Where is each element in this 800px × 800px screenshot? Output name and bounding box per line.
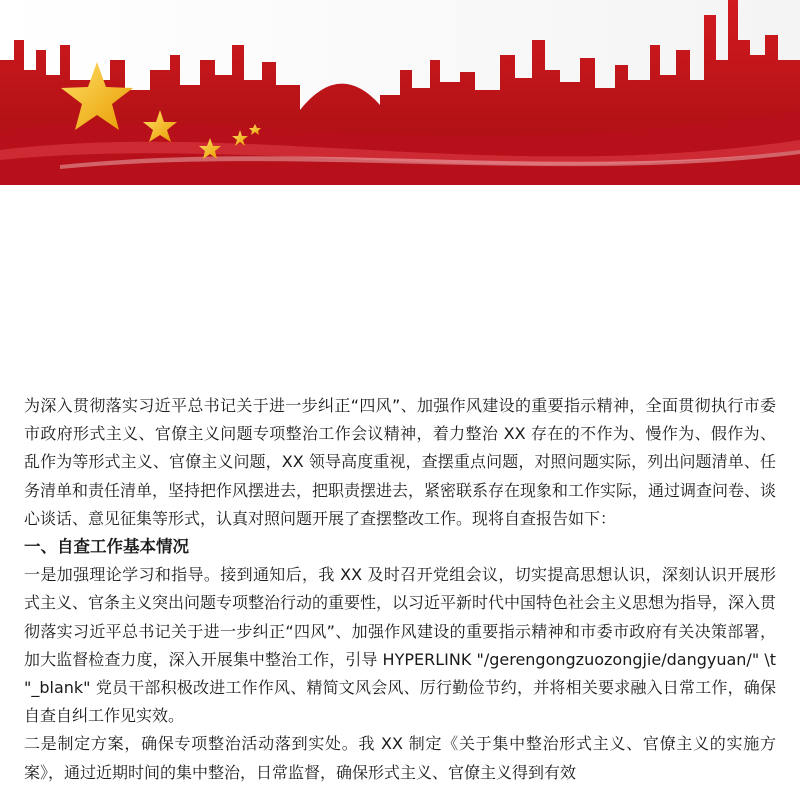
intro-paragraph: 为深入贯彻落实习近平总书记关于进一步纠正“四风”、加强作风建设的重要指示精神，全面贯彻执行市委市政府形式主义、官僚主义问题专项整治工作会议精神，着力整治 XX 存在的不作为、慢作为、假作为、乱作为等形式主义、官僚主义问题，XX 领导高度重视，查摆重点问题，对照问题实际，列出问题清单、任务清单和责任清单，坚持把作风摆进去，把职责摆进去，紧密联系存在现象和工作实际，通过调查问卷、谈心谈话、意见征集等形式，认真对照问题开展了查摆整改工作。现将自查报告如下： (24, 396, 777, 528)
body-paragraph: 二是制定方案，确保专项整治活动落到实处。我 XX 制定《关于集中整治形式主义、官僚主义的实施方案》，通过近期时间的集中整治，日常监督，确保形式主义、官僚主义得到有效 (24, 734, 776, 782)
city-skyline-banner (0, 0, 800, 185)
body-paragraph: 一是加强理论学习和指导。接到通知后，我 XX 及时召开党组会议，切实提高思想认识，深刻认识开展形式主义、官条主义突出问题专项整治行动的重要性，以习近平新时代中国特色社会主义思想为指导，深入贯彻落实习近平总书记关于进一步纠正“四风”、加强作风建设的重要指示精神和市委市政府有关决策部署，加大监督检查力度，深入开展集中整治工作，引导 HYPERLINK "/gerengongzuozongjie/dangyuan/" \t "_blank" 党员干部积极改进工作作风、精简文风会风、厉行勤俭节约，并将相关要求融入日常工作，确保自查自纠工作见实效。 (24, 565, 777, 726)
section-heading: 一、自查工作基本情况 (24, 537, 189, 557)
header-banner (0, 0, 800, 185)
document-body (24, 392, 776, 787)
